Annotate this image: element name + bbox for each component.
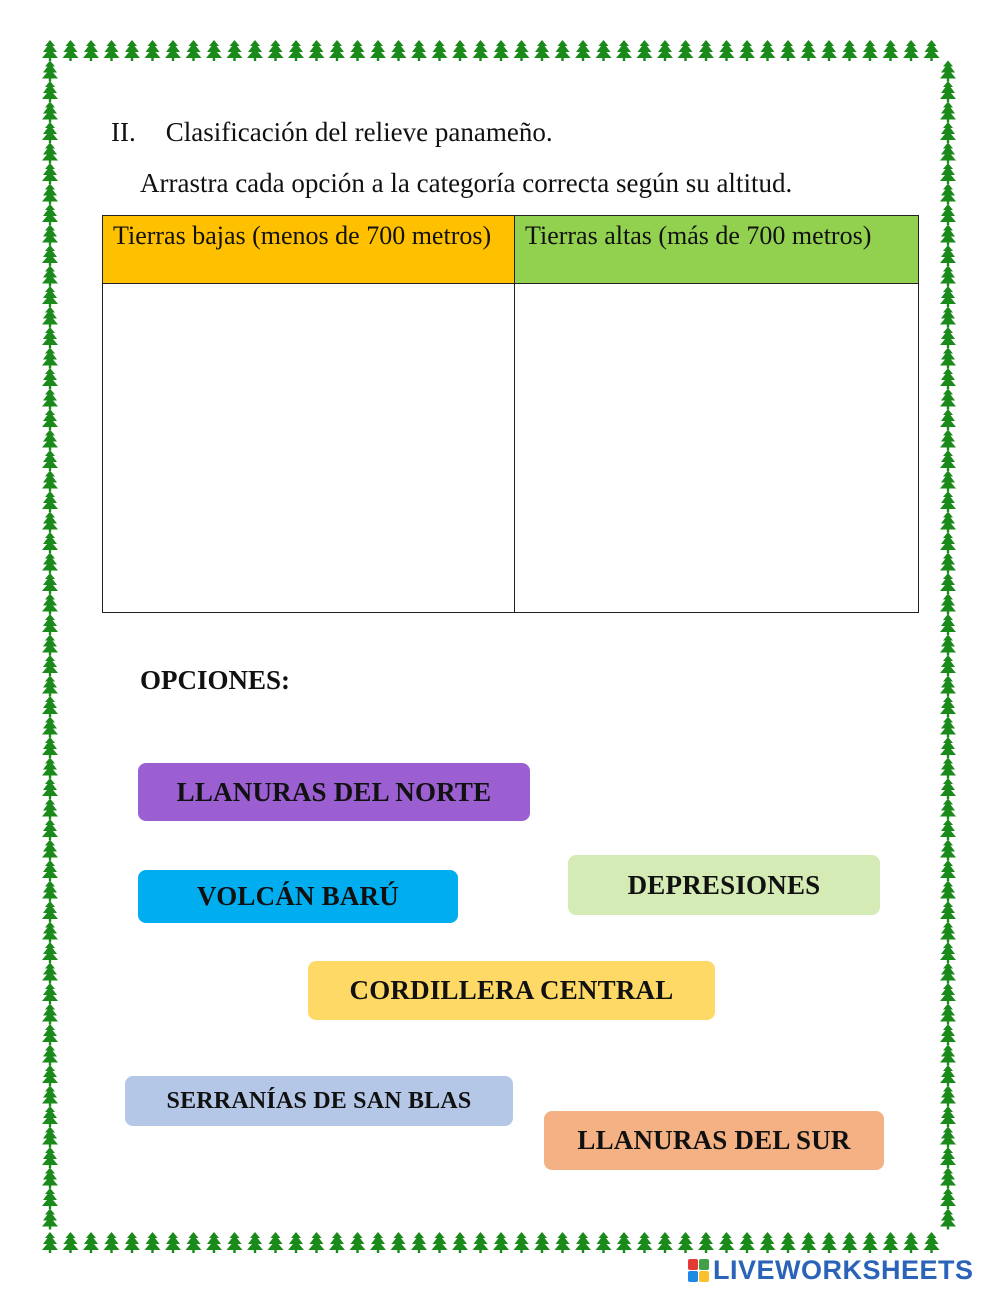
christmas-tree-icon [940, 963, 956, 984]
christmas-tree-icon [780, 40, 796, 61]
low-lands-drop-zone[interactable] [103, 284, 515, 612]
high-lands-header: Tierras altas (más de 700 metros) [515, 216, 918, 284]
christmas-tree-icon [452, 40, 468, 61]
christmas-tree-icon [940, 594, 956, 615]
christmas-tree-icon [432, 40, 448, 61]
option-depresiones[interactable]: DEPRESIONES [568, 855, 880, 915]
christmas-tree-icon [42, 102, 58, 123]
christmas-tree-icon [329, 40, 345, 61]
christmas-tree-icon [940, 389, 956, 410]
christmas-tree-icon [940, 491, 956, 512]
christmas-tree-icon [940, 307, 956, 328]
christmas-tree-icon [165, 1232, 181, 1253]
christmas-tree-icon [940, 778, 956, 799]
christmas-tree-icon [821, 40, 837, 61]
christmas-tree-icon [83, 1232, 99, 1253]
christmas-tree-icon [411, 40, 427, 61]
christmas-tree-icon [42, 1045, 58, 1066]
liveworksheets-logo [688, 1255, 974, 1286]
christmas-tree-icon [186, 1232, 202, 1253]
christmas-tree-icon [940, 532, 956, 553]
christmas-tree-icon [739, 1232, 755, 1253]
christmas-tree-icon [637, 1232, 653, 1253]
christmas-tree-icon [42, 1024, 58, 1045]
christmas-tree-icon [940, 614, 956, 635]
christmas-tree-icon [42, 1168, 58, 1189]
christmas-tree-icon [678, 1232, 694, 1253]
christmas-tree-icon [227, 40, 243, 61]
christmas-tree-icon [940, 327, 956, 348]
christmas-tree-icon [940, 717, 956, 738]
christmas-tree-icon [42, 901, 58, 922]
christmas-tree-icon [514, 40, 530, 61]
christmas-tree-icon [924, 1232, 940, 1253]
christmas-tree-icon [83, 40, 99, 61]
christmas-tree-icon [698, 1232, 714, 1253]
christmas-tree-icon [42, 655, 58, 676]
christmas-tree-icon [268, 40, 284, 61]
christmas-tree-icon [760, 1232, 776, 1253]
christmas-tree-icon [940, 512, 956, 533]
christmas-tree-icon [42, 389, 58, 410]
christmas-tree-icon [42, 860, 58, 881]
christmas-tree-icon [760, 40, 776, 61]
christmas-tree-icon [42, 1004, 58, 1025]
christmas-tree-icon [288, 1232, 304, 1253]
christmas-tree-icon [940, 471, 956, 492]
christmas-tree-icon [940, 1209, 956, 1230]
section-title: Clasificación del relieve panameño. [165, 117, 553, 147]
christmas-tree-icon [42, 696, 58, 717]
christmas-tree-icon [42, 491, 58, 512]
christmas-tree-icon [940, 430, 956, 451]
christmas-tree-icon [63, 1232, 79, 1253]
christmas-tree-icon [42, 409, 58, 430]
christmas-tree-icon [42, 758, 58, 779]
section-heading [111, 117, 553, 148]
section-number: II. [111, 117, 136, 147]
christmas-tree-icon [206, 1232, 222, 1253]
christmas-tree-icon [42, 245, 58, 266]
christmas-tree-icon [616, 1232, 632, 1253]
christmas-tree-icon [42, 573, 58, 594]
christmas-tree-icon [657, 40, 673, 61]
christmas-tree-icon [678, 40, 694, 61]
christmas-tree-icon [940, 245, 956, 266]
christmas-tree-icon [780, 1232, 796, 1253]
christmas-tree-icon [940, 81, 956, 102]
christmas-tree-icon [698, 40, 714, 61]
christmas-tree-icon [42, 163, 58, 184]
christmas-tree-icon [940, 184, 956, 205]
christmas-tree-icon [940, 143, 956, 164]
christmas-tree-icon [42, 307, 58, 328]
christmas-tree-icon [104, 1232, 120, 1253]
christmas-tree-icon [940, 1086, 956, 1107]
christmas-tree-icon [940, 286, 956, 307]
christmas-tree-icon [940, 676, 956, 697]
christmas-tree-icon [883, 1232, 899, 1253]
christmas-tree-icon [940, 368, 956, 389]
christmas-tree-icon [42, 1188, 58, 1209]
christmas-tree-icon [821, 1232, 837, 1253]
christmas-tree-icon [309, 1232, 325, 1253]
christmas-tree-icon [842, 1232, 858, 1253]
christmas-tree-icon [940, 102, 956, 123]
christmas-tree-icon [370, 40, 386, 61]
christmas-tree-icon [452, 1232, 468, 1253]
christmas-tree-icon [42, 450, 58, 471]
christmas-tree-icon [206, 40, 222, 61]
christmas-tree-icon [42, 1209, 58, 1230]
christmas-tree-icon [42, 1065, 58, 1086]
christmas-tree-icon [42, 225, 58, 246]
christmas-tree-icon [940, 799, 956, 820]
christmas-tree-icon [940, 1024, 956, 1045]
christmas-tree-icon [616, 40, 632, 61]
christmas-tree-icon [940, 348, 956, 369]
christmas-tree-icon [940, 1168, 956, 1189]
high-lands-drop-zone[interactable] [515, 284, 918, 612]
christmas-tree-icon [940, 881, 956, 902]
christmas-tree-icon [940, 655, 956, 676]
christmas-tree-icon [534, 1232, 550, 1253]
christmas-tree-icon [940, 901, 956, 922]
christmas-tree-icon [940, 122, 956, 143]
christmas-tree-icon [42, 40, 58, 61]
christmas-tree-icon [42, 81, 58, 102]
instruction-text: Arrastra cada opción a la categoría correcta según su altitud. [140, 168, 793, 198]
christmas-tree-icon [42, 184, 58, 205]
christmas-tree-icon [514, 1232, 530, 1253]
christmas-tree-icon [165, 40, 181, 61]
christmas-tree-icon [63, 40, 79, 61]
christmas-tree-icon [42, 840, 58, 861]
christmas-tree-icon [42, 614, 58, 635]
christmas-tree-icon [42, 368, 58, 389]
christmas-tree-icon [42, 430, 58, 451]
christmas-tree-icon [940, 1065, 956, 1086]
christmas-tree-icon [42, 286, 58, 307]
christmas-tree-icon [42, 471, 58, 492]
christmas-tree-icon [940, 450, 956, 471]
christmas-tree-icon [42, 532, 58, 553]
christmas-tree-icon [940, 1106, 956, 1127]
christmas-tree-icon [42, 881, 58, 902]
option-volcan-baru[interactable]: VOLCÁN BARÚ [138, 870, 458, 923]
christmas-tree-icon [940, 1188, 956, 1209]
christmas-tree-icon [903, 1232, 919, 1253]
christmas-tree-icon [42, 327, 58, 348]
christmas-tree-icon [575, 40, 591, 61]
christmas-tree-icon [940, 1004, 956, 1025]
christmas-tree-icon [124, 1232, 140, 1253]
christmas-tree-icon [350, 1232, 366, 1253]
christmas-tree-icon [842, 40, 858, 61]
christmas-tree-icon [555, 40, 571, 61]
christmas-tree-icon [42, 737, 58, 758]
christmas-tree-icon [940, 1127, 956, 1148]
classification-table [102, 215, 919, 613]
christmas-tree-icon [940, 758, 956, 779]
option-llanuras-del-sur[interactable]: LLANURAS DEL SUR [544, 1111, 884, 1170]
christmas-tree-icon [940, 1045, 956, 1066]
logo-text: LIVEWORKSHEETS [713, 1255, 974, 1285]
christmas-tree-icon [186, 40, 202, 61]
christmas-tree-icon [268, 1232, 284, 1253]
christmas-tree-icon [411, 1232, 427, 1253]
christmas-tree-icon [42, 963, 58, 984]
christmas-tree-icon [42, 1086, 58, 1107]
christmas-tree-icon [473, 1232, 489, 1253]
christmas-tree-icon [42, 1232, 58, 1253]
christmas-tree-icon [42, 266, 58, 287]
christmas-tree-icon [432, 1232, 448, 1253]
christmas-tree-icon [940, 922, 956, 943]
christmas-tree-icon [329, 1232, 345, 1253]
christmas-tree-icon [534, 40, 550, 61]
christmas-tree-icon [42, 635, 58, 656]
christmas-tree-icon [940, 696, 956, 717]
christmas-tree-icon [124, 40, 140, 61]
christmas-tree-icon [862, 1232, 878, 1253]
christmas-tree-icon [940, 409, 956, 430]
christmas-tree-icon [247, 40, 263, 61]
christmas-tree-icon [42, 1127, 58, 1148]
christmas-tree-icon [42, 594, 58, 615]
christmas-tree-icon [42, 1147, 58, 1168]
christmas-tree-icon [596, 40, 612, 61]
christmas-tree-icon [719, 40, 735, 61]
christmas-tree-icon [940, 266, 956, 287]
christmas-tree-icon [370, 1232, 386, 1253]
option-serranias-de-san-blas[interactable]: SERRANÍAS DE SAN BLAS [125, 1076, 513, 1126]
christmas-tree-icon [940, 737, 956, 758]
christmas-tree-icon [42, 122, 58, 143]
christmas-tree-icon [883, 40, 899, 61]
options-label: OPCIONES: [140, 665, 291, 695]
christmas-tree-icon [42, 1106, 58, 1127]
option-llanuras-del-norte[interactable]: LLANURAS DEL NORTE [138, 763, 530, 821]
christmas-tree-icon [940, 860, 956, 881]
christmas-tree-icon [940, 225, 956, 246]
christmas-tree-icon [42, 61, 58, 82]
christmas-tree-icon [391, 40, 407, 61]
christmas-tree-icon [940, 819, 956, 840]
christmas-tree-icon [42, 799, 58, 820]
christmas-tree-icon [42, 983, 58, 1004]
christmas-tree-icon [288, 40, 304, 61]
christmas-tree-icon [924, 40, 940, 61]
christmas-tree-icon [42, 676, 58, 697]
christmas-tree-icon [391, 1232, 407, 1253]
christmas-tree-icon [739, 40, 755, 61]
christmas-tree-icon [309, 40, 325, 61]
low-lands-header: Tierras bajas (menos de 700 metros) [103, 216, 515, 284]
christmas-tree-icon [42, 819, 58, 840]
christmas-tree-icon [940, 163, 956, 184]
christmas-tree-icon [247, 1232, 263, 1253]
christmas-tree-icon [145, 1232, 161, 1253]
christmas-tree-icon [350, 40, 366, 61]
christmas-tree-icon [145, 40, 161, 61]
christmas-tree-icon [940, 635, 956, 656]
christmas-tree-icon [42, 348, 58, 369]
christmas-tree-icon [862, 40, 878, 61]
christmas-tree-icon [473, 40, 489, 61]
christmas-tree-icon [42, 922, 58, 943]
christmas-tree-icon [940, 840, 956, 861]
christmas-tree-icon [42, 553, 58, 574]
christmas-tree-icon [555, 1232, 571, 1253]
christmas-tree-icon [42, 717, 58, 738]
christmas-tree-icon [575, 1232, 591, 1253]
logo-mark-icon [688, 1259, 709, 1282]
christmas-tree-icon [657, 1232, 673, 1253]
christmas-tree-icon [42, 942, 58, 963]
christmas-tree-icon [42, 204, 58, 225]
christmas-tree-icon [596, 1232, 612, 1253]
christmas-tree-icon [940, 1147, 956, 1168]
option-cordillera-central[interactable]: CORDILLERA CENTRAL [308, 961, 715, 1020]
christmas-tree-icon [903, 40, 919, 61]
christmas-tree-icon [719, 1232, 735, 1253]
christmas-tree-icon [42, 512, 58, 533]
christmas-tree-icon [227, 1232, 243, 1253]
christmas-tree-icon [801, 40, 817, 61]
christmas-tree-icon [493, 1232, 509, 1253]
christmas-tree-icon [940, 573, 956, 594]
christmas-tree-icon [637, 40, 653, 61]
christmas-tree-icon [940, 983, 956, 1004]
christmas-tree-icon [940, 942, 956, 963]
christmas-tree-icon [940, 204, 956, 225]
christmas-tree-icon [801, 1232, 817, 1253]
christmas-tree-icon [940, 553, 956, 574]
christmas-tree-icon [42, 778, 58, 799]
christmas-tree-icon [493, 40, 509, 61]
christmas-tree-icon [42, 143, 58, 164]
christmas-tree-icon [940, 61, 956, 82]
christmas-tree-icon [104, 40, 120, 61]
